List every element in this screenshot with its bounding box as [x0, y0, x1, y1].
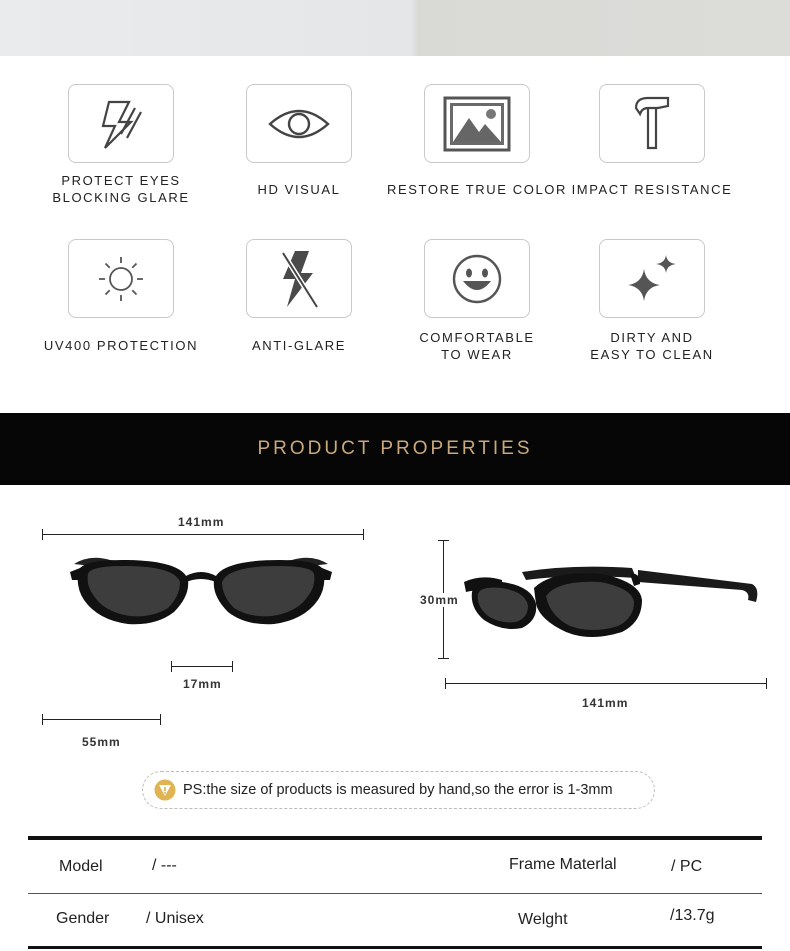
spec-table-bottom-rule	[28, 946, 762, 949]
spec-table-top-rule	[28, 836, 762, 840]
eye-icon	[267, 104, 331, 144]
section-header-band	[0, 413, 790, 485]
front-width-tick-right	[363, 529, 364, 540]
front-width-line	[42, 534, 364, 535]
section-title: PRODUCT PROPERTIES	[257, 438, 533, 459]
feature-label: PROTECT EYES BLOCKING GLARE	[52, 173, 190, 205]
feature-easy-clean	[557, 239, 747, 363]
feature-label: HD VISUAL	[257, 182, 341, 197]
feature-label: RESTORE TRUE COLOR	[386, 182, 567, 197]
picture-icon	[443, 96, 511, 152]
spec-table-divider	[28, 893, 762, 894]
height-tick-top	[438, 540, 449, 541]
glasses-front-image	[70, 550, 332, 630]
lens-width-line	[42, 719, 161, 720]
sun-icon	[97, 255, 145, 303]
feature-icon-box	[246, 84, 352, 163]
front-width-label: 141mm	[178, 515, 225, 529]
feature-restore-color	[382, 84, 572, 198]
feature-comfortable	[382, 239, 572, 363]
feature-icon-box	[68, 239, 174, 318]
feature-uv400	[26, 239, 216, 354]
feature-label: ANTI-GLARE	[251, 338, 346, 353]
bridge-label: 17mm	[183, 677, 222, 691]
feature-icon-box	[424, 84, 530, 163]
side-length-line	[445, 683, 767, 684]
model-value: / ---	[152, 857, 177, 874]
bridge-tick-right	[232, 661, 233, 672]
hammer-icon	[630, 94, 674, 154]
height-tick-bottom	[438, 658, 449, 659]
front-width-tick-left	[42, 529, 43, 540]
side-length-tick-left	[445, 678, 446, 689]
height-label: 30mm	[420, 593, 459, 607]
frame-material-value: / PC	[671, 858, 703, 875]
side-length-tick-right	[766, 678, 767, 689]
top-banner-strip	[0, 0, 790, 56]
feature-label: DIRTY AND EASY TO CLEAN	[590, 330, 714, 362]
feature-protect-eyes	[26, 84, 216, 206]
warning-badge-icon	[154, 779, 176, 801]
feature-icon-box	[424, 239, 530, 318]
feature-label: COMFORTABLE TO WEAR	[419, 330, 535, 362]
feature-icon-box	[68, 84, 174, 163]
measurement-note	[142, 771, 655, 809]
gender-label: Gender	[56, 910, 110, 927]
feature-label: UV400 PROTECTION	[43, 338, 199, 353]
lightning-icon	[91, 94, 151, 154]
feature-icon-box	[246, 239, 352, 318]
weight-label: Welght	[518, 911, 568, 928]
feature-impact-resistance	[557, 84, 747, 198]
side-length-label: 141mm	[582, 696, 629, 710]
feature-hd-visual	[204, 84, 394, 198]
note-text: PS:the size of products is measured by hand,so the error is 1-3mm	[183, 782, 613, 798]
bridge-tick-left	[171, 661, 172, 672]
weight-value: /13.7g	[670, 907, 715, 924]
anti-glare-icon	[275, 249, 323, 309]
smiley-icon	[451, 253, 503, 305]
feature-anti-glare	[204, 239, 394, 354]
model-label: Model	[59, 858, 103, 875]
lens-width-tick-left	[42, 714, 43, 725]
bridge-line	[171, 666, 233, 667]
lens-width-label: 55mm	[82, 735, 121, 749]
lens-width-tick-right	[160, 714, 161, 725]
feature-icon-box	[599, 84, 705, 163]
frame-material-label: Frame Materlal	[509, 856, 617, 873]
glasses-side-image	[462, 560, 762, 660]
gender-value: / Unisex	[146, 910, 204, 927]
feature-icon-box	[599, 239, 705, 318]
feature-label: IMPACT RESISTANCE	[571, 182, 733, 197]
sparkle-icon	[622, 249, 682, 309]
